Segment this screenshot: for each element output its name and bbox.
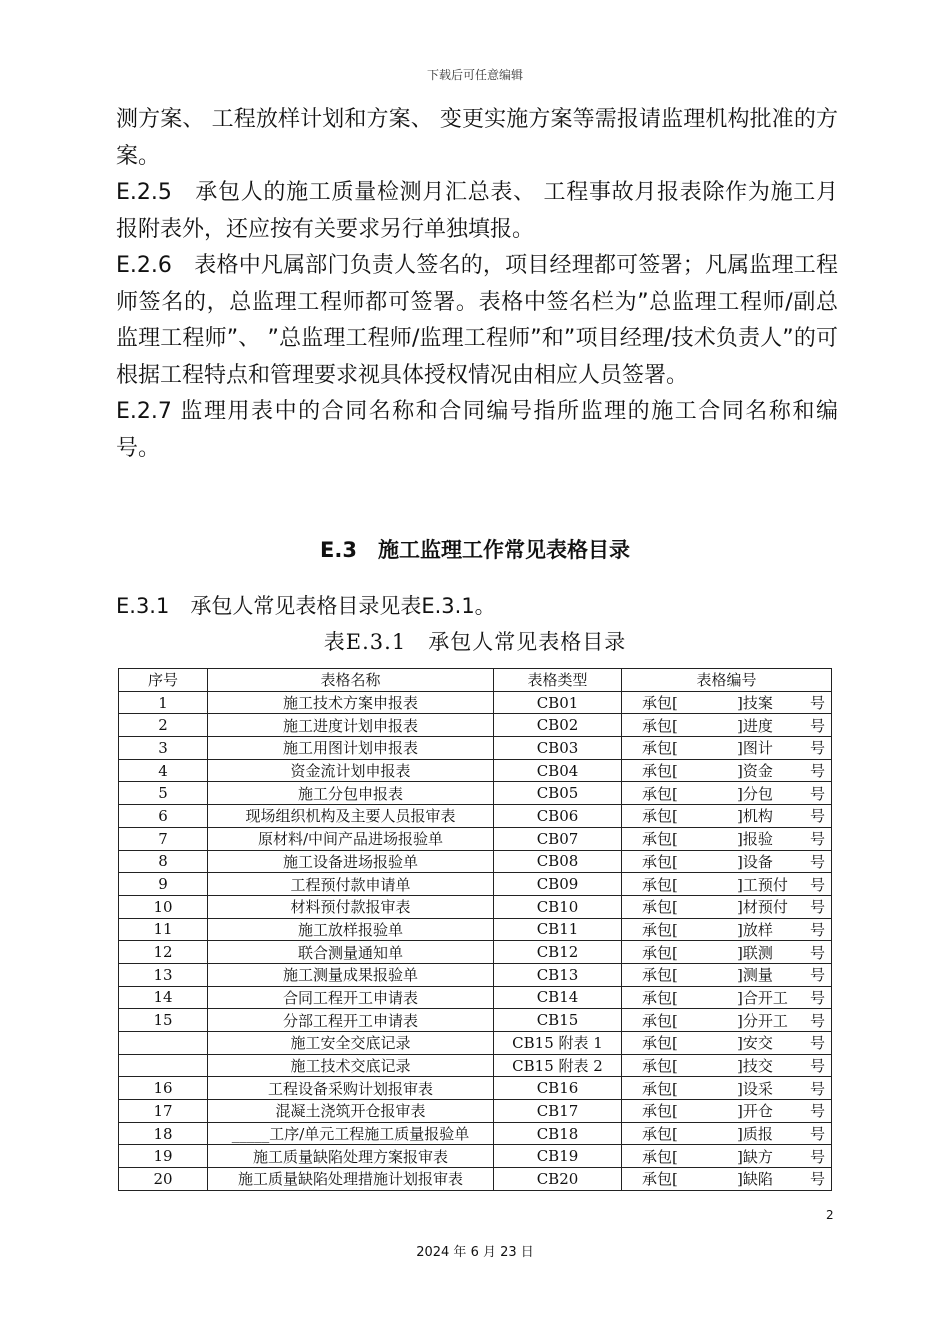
code-num: 号: [809, 1170, 825, 1189]
cell-name: 施工测量成果报验单: [208, 963, 494, 986]
code-num: 号: [809, 898, 825, 917]
table-row: [119, 918, 832, 941]
code-mid: ]材预付: [737, 898, 788, 917]
header-no: 序号: [119, 669, 208, 692]
cell-code: [622, 691, 832, 714]
cell-type: CB17: [494, 1100, 622, 1123]
code-mid: ]测量: [737, 966, 773, 985]
cell-type: CB15: [494, 1009, 622, 1032]
intro-text: E.3.1 承包人常见表格目录见表E.3.1。: [116, 594, 496, 618]
cell-name: 施工放样报验单: [208, 918, 494, 941]
table-row: [119, 986, 832, 1009]
code-num: 号: [809, 852, 825, 871]
cell-name: 工程设备采购计划报审表: [208, 1077, 494, 1100]
cell-type: CB20: [494, 1168, 622, 1191]
cell-code: [622, 918, 832, 941]
cell-type: CB07: [494, 827, 622, 850]
paragraph: 测方案、 工程放样计划和方案、 变更实施方案等需报请监理机构批准的方案。: [116, 107, 838, 169]
cell-name: 施工安全交底记录: [208, 1032, 494, 1055]
cell-name: 施工进度计划申报表: [208, 714, 494, 737]
cell-no: 15: [119, 1009, 208, 1032]
code-num: 号: [809, 716, 825, 735]
cell-code: [622, 941, 832, 964]
cell-name: 工程预付款申请单: [208, 873, 494, 896]
table-row: [119, 1168, 832, 1191]
cell-type: CB15 附表 1: [494, 1032, 622, 1055]
cell-no: [119, 1032, 208, 1055]
code-mid: ]图计: [737, 739, 773, 758]
code-prefix: 承包[: [642, 852, 678, 871]
code-prefix: 承包[: [642, 1125, 678, 1144]
code-mid: ]放样: [737, 920, 773, 939]
cell-code: [622, 1122, 832, 1145]
cell-name: 分部工程开工申请表: [208, 1009, 494, 1032]
cell-no: 14: [119, 986, 208, 1009]
cell-no: [119, 1054, 208, 1077]
code-num: 号: [809, 988, 825, 1007]
code-prefix: 承包[: [642, 898, 678, 917]
footer-date: 2024 年 6 月 23 日: [416, 1245, 534, 1260]
cell-name: 施工分包申报表: [208, 782, 494, 805]
cell-code: [622, 963, 832, 986]
code-mid: ]安交: [737, 1034, 773, 1053]
code-prefix: 承包[: [642, 1147, 678, 1166]
table-row: [119, 895, 832, 918]
cell-code: [622, 873, 832, 896]
cell-code: [622, 1168, 832, 1191]
table-row: [119, 759, 832, 782]
code-num: 号: [809, 875, 825, 894]
cell-no: 10: [119, 895, 208, 918]
cell-code: [622, 737, 832, 760]
cell-type: CB04: [494, 759, 622, 782]
cell-type: CB03: [494, 737, 622, 760]
code-num: 号: [809, 739, 825, 758]
cell-no: 12: [119, 941, 208, 964]
cell-type: CB15 附表 2: [494, 1054, 622, 1077]
code-mid: ]机构: [737, 807, 773, 826]
cell-type: CB09: [494, 873, 622, 896]
page-header: 下载后可任意编辑: [426, 68, 523, 82]
cell-no: 8: [119, 850, 208, 873]
code-prefix: 承包[: [642, 875, 678, 894]
code-prefix: 承包[: [642, 1079, 678, 1098]
paragraph: E.2.5 承包人的施工质量检测月汇总表、 工程事故月报表除作为施工月报附表外，还应按有关要求另行单独填报。: [116, 180, 838, 242]
table-row: [119, 1122, 832, 1145]
header-type: 表格类型: [494, 669, 622, 692]
cell-name: 施工设备进场报验单: [208, 850, 494, 873]
cell-name: 施工用图计划申报表: [208, 737, 494, 760]
section-title: E.3 施工监理工作常见表格目录: [320, 538, 630, 562]
table-row: [119, 1054, 832, 1077]
paragraph: E.2.7 监理用表中的合同名称和合同编号指所监理的施工合同名称和编号。: [116, 399, 838, 461]
cell-code: [622, 986, 832, 1009]
cell-code: [622, 1032, 832, 1055]
cell-name: 施工技术交底记录: [208, 1054, 494, 1077]
code-prefix: 承包[: [642, 739, 678, 758]
table-row: [119, 1100, 832, 1123]
cell-name: 联合测量通知单: [208, 941, 494, 964]
code-num: 号: [809, 784, 825, 803]
cell-code: [622, 1100, 832, 1123]
code-mid: ]资金: [737, 762, 773, 781]
cell-code: [622, 805, 832, 828]
table-row: [119, 1032, 832, 1055]
paragraph: E.2.6 表格中凡属部门负责人签名的，项目经理都可签署；凡属监理工程师签名的，总监理工程师都可签署。表格中签名栏为”总监理工程师/副总监理工程师”、 ”总监理工程师/监理工程师”和”项目经理/技术负责人”的可根据工程特点和管理要求视具体授权情况由相应人员签署。: [116, 253, 838, 388]
cell-type: CB18: [494, 1122, 622, 1145]
code-num: 号: [809, 1034, 825, 1053]
code-mid: ]技交: [737, 1057, 773, 1076]
header-name: 表格名称: [208, 669, 494, 692]
table-header-row: [119, 669, 832, 692]
cell-name: 原材料/中间产品进场报验单: [208, 827, 494, 850]
cell-type: CB19: [494, 1145, 622, 1168]
table-row: [119, 1009, 832, 1032]
cell-no: 7: [119, 827, 208, 850]
code-prefix: 承包[: [642, 920, 678, 939]
code-num: 号: [809, 807, 825, 826]
cell-type: CB10: [494, 895, 622, 918]
table-row: [119, 963, 832, 986]
code-prefix: 承包[: [642, 1102, 678, 1121]
code-num: 号: [809, 762, 825, 781]
code-mid: ]技案: [737, 694, 773, 713]
table-row: [119, 805, 832, 828]
table-row: [119, 714, 832, 737]
table-row: [119, 850, 832, 873]
cell-no: 11: [119, 918, 208, 941]
cell-type: CB16: [494, 1077, 622, 1100]
table-row: [119, 1145, 832, 1168]
code-num: 号: [809, 1102, 825, 1121]
code-prefix: 承包[: [642, 1034, 678, 1053]
code-mid: ]设备: [737, 852, 773, 871]
cell-type: CB05: [494, 782, 622, 805]
cell-no: 19: [119, 1145, 208, 1168]
cell-code: [622, 1077, 832, 1100]
code-prefix: 承包[: [642, 830, 678, 849]
cell-no: 20: [119, 1168, 208, 1191]
cell-name: _____工序/单元工程施工质量报验单: [208, 1122, 494, 1145]
code-mid: ]联测: [737, 943, 773, 962]
code-mid: ]分包: [737, 784, 773, 803]
code-mid: ]分开工: [737, 1011, 788, 1030]
cell-no: 18: [119, 1122, 208, 1145]
cell-no: 2: [119, 714, 208, 737]
header-code: 表格编号: [622, 669, 832, 692]
code-prefix: 承包[: [642, 988, 678, 1007]
code-mid: ]进度: [737, 716, 773, 735]
cell-name: 施工质量缺陷处理方案报审表: [208, 1145, 494, 1168]
table-row: [119, 1077, 832, 1100]
code-num: 号: [809, 1125, 825, 1144]
code-prefix: 承包[: [642, 1170, 678, 1189]
code-mid: ]报验: [737, 830, 773, 849]
cell-name: 现场组织机构及主要人员报审表: [208, 805, 494, 828]
table-row: [119, 941, 832, 964]
code-num: 号: [809, 966, 825, 985]
cell-name: 合同工程开工申请表: [208, 986, 494, 1009]
cell-type: CB06: [494, 805, 622, 828]
code-num: 号: [809, 1079, 825, 1098]
code-prefix: 承包[: [642, 1011, 678, 1030]
cell-no: 13: [119, 963, 208, 986]
code-mid: ]缺方: [737, 1147, 773, 1166]
cell-no: 9: [119, 873, 208, 896]
code-num: 号: [809, 694, 825, 713]
code-mid: ]质报: [737, 1125, 773, 1144]
cell-code: [622, 1009, 832, 1032]
table-row: [119, 737, 832, 760]
cell-no: 5: [119, 782, 208, 805]
cell-no: 6: [119, 805, 208, 828]
code-num: 号: [809, 1147, 825, 1166]
code-num: 号: [809, 943, 825, 962]
cell-code: [622, 1145, 832, 1168]
code-num: 号: [809, 1057, 825, 1076]
cell-name: 资金流计划申报表: [208, 759, 494, 782]
code-mid: ]合开工: [737, 988, 788, 1007]
cell-no: 16: [119, 1077, 208, 1100]
page-number: 2: [826, 1208, 834, 1222]
cell-no: 3: [119, 737, 208, 760]
cell-name: 施工技术方案申报表: [208, 691, 494, 714]
cell-type: CB12: [494, 941, 622, 964]
code-prefix: 承包[: [642, 1057, 678, 1076]
cell-code: [622, 850, 832, 873]
table-title: 表E.3.1 承包人常见表格目录: [323, 630, 627, 654]
table-row: [119, 827, 832, 850]
code-num: 号: [809, 1011, 825, 1030]
code-prefix: 承包[: [642, 762, 678, 781]
code-prefix: 承包[: [642, 784, 678, 803]
code-num: 号: [809, 920, 825, 939]
cell-type: CB02: [494, 714, 622, 737]
code-prefix: 承包[: [642, 966, 678, 985]
code-mid: ]缺陷: [737, 1170, 773, 1189]
code-prefix: 承包[: [642, 943, 678, 962]
cell-name: 材料预付款报审表: [208, 895, 494, 918]
cell-code: [622, 759, 832, 782]
table-row: [119, 873, 832, 896]
body-text: [116, 102, 838, 467]
cell-no: 4: [119, 759, 208, 782]
cell-code: [622, 1054, 832, 1077]
cell-code: [622, 714, 832, 737]
cell-no: 1: [119, 691, 208, 714]
code-mid: ]工预付: [737, 875, 788, 894]
table-row: [119, 691, 832, 714]
table-row: [119, 782, 832, 805]
code-prefix: 承包[: [642, 807, 678, 826]
cell-code: [622, 782, 832, 805]
cell-type: CB14: [494, 986, 622, 1009]
cell-no: 17: [119, 1100, 208, 1123]
code-mid: ]设采: [737, 1079, 773, 1098]
cell-type: CB08: [494, 850, 622, 873]
table-body: [119, 691, 832, 1190]
cell-type: CB13: [494, 963, 622, 986]
forms-table: [118, 668, 832, 1191]
cell-code: [622, 827, 832, 850]
cell-code: [622, 895, 832, 918]
cell-type: CB11: [494, 918, 622, 941]
code-prefix: 承包[: [642, 716, 678, 735]
cell-type: CB01: [494, 691, 622, 714]
code-prefix: 承包[: [642, 694, 678, 713]
cell-name: 混凝土浇筑开仓报审表: [208, 1100, 494, 1123]
cell-name: 施工质量缺陷处理措施计划报审表: [208, 1168, 494, 1191]
code-mid: ]开仓: [737, 1102, 773, 1121]
code-num: 号: [809, 830, 825, 849]
